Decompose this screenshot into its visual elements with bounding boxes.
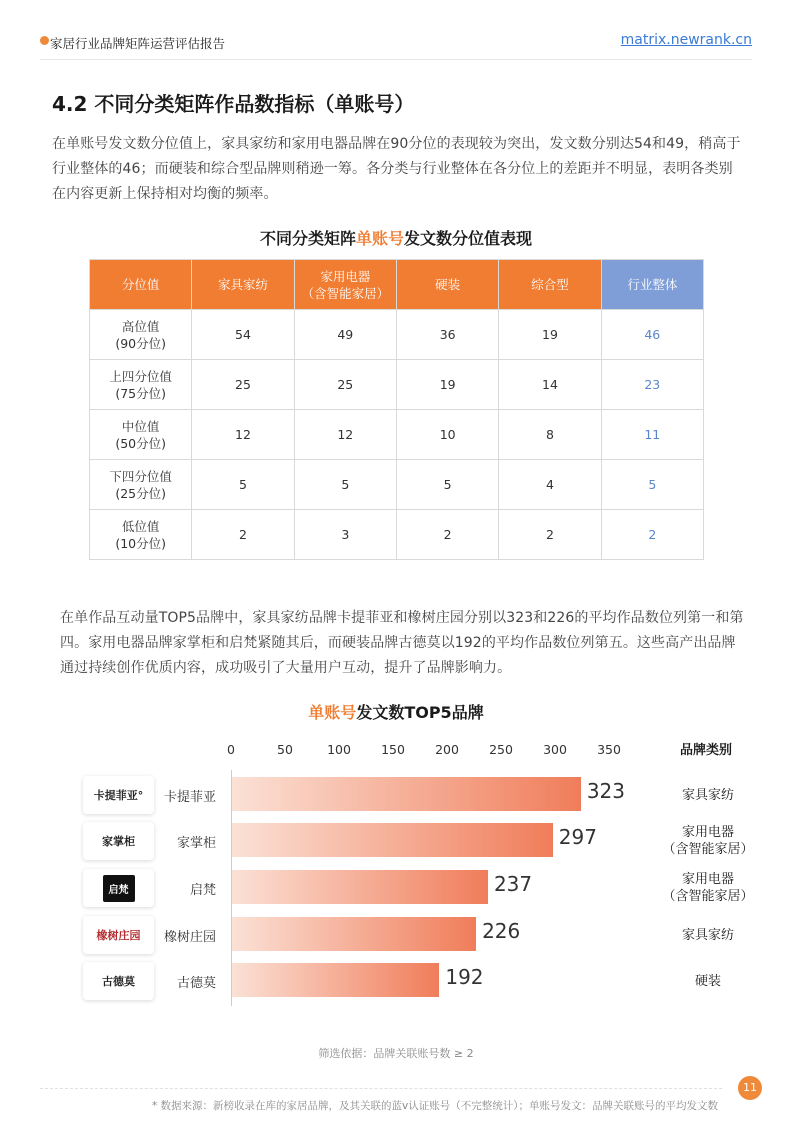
brand-logo: 家掌柜 xyxy=(83,822,154,860)
table-cell: 5 xyxy=(192,460,294,510)
table-cell: 25 xyxy=(192,360,294,410)
table-cell: 19 xyxy=(396,360,498,410)
brand-logo: 橡树庄园 xyxy=(83,916,154,954)
table-cell: 12 xyxy=(192,410,294,460)
section-title: 4.2 不同分类矩阵作品数指标（单账号） xyxy=(52,92,415,116)
bar-value-label: 297 xyxy=(558,825,597,849)
header-link[interactable]: matrix.newrank.cn xyxy=(620,32,752,48)
x-tick-label: 250 xyxy=(489,742,513,757)
table-row xyxy=(90,510,704,560)
table-cell: 54 xyxy=(192,310,294,360)
table-cell: 19 xyxy=(499,310,601,360)
chart-row xyxy=(0,774,792,820)
table-header-cell: 行业整体 xyxy=(601,260,703,310)
page-number: 11 xyxy=(738,1076,762,1100)
table-title-post: 发文数分位值表现 xyxy=(404,229,533,248)
top5-paragraph: 在单作品互动量TOP5品牌中，家具家纺品牌卡提菲亚和橡树庄园分别以323和226的平均作品数位列第一和第四。家用电器品牌家掌柜和启梵紧随其后，而硬装品牌古德莫以192的平均作品数位列第五。这些高产出品牌通过持续创作优质内容，成功吸引了大量用户互动，提升了品牌影响力。 xyxy=(60,610,744,676)
table-cell: 23 xyxy=(601,360,703,410)
table-header-cell: 硬装 xyxy=(396,260,498,310)
table-row-label: 中位值 (50分位) xyxy=(90,410,192,460)
brand-category-label: 家用电器 （含智能家居） xyxy=(662,825,754,857)
bar-value-label: 323 xyxy=(586,779,626,803)
table-cell: 10 xyxy=(396,410,498,460)
bar xyxy=(232,777,581,811)
table-cell: 5 xyxy=(294,460,396,510)
bar-value-label: 237 xyxy=(493,872,533,896)
chart-row xyxy=(0,914,792,960)
table-cell: 2 xyxy=(396,510,498,560)
brand-category-label: 家具家纺 xyxy=(681,928,734,943)
chart-row xyxy=(0,960,792,1006)
table-header-row xyxy=(90,260,704,310)
footnote: * 数据来源：新榜收录在库的家居品牌，及其关联的蓝v认证账号（不完整统计）；单账号发文：品牌关联账号的平均发文数 xyxy=(151,1100,718,1112)
table-title xyxy=(0,226,792,249)
category-header: 品牌类别 xyxy=(680,743,733,758)
table-cell: 3 xyxy=(294,510,396,560)
x-tick-label: 300 xyxy=(543,742,567,757)
table-header-cell: 分位值 xyxy=(90,260,192,310)
page-header xyxy=(40,30,752,60)
header-divider xyxy=(40,59,752,60)
table-row-label: 下四分位值 (25分位) xyxy=(90,460,192,510)
chart-title-post: 发文数TOP5品牌 xyxy=(356,703,484,722)
bar-value-label: 192 xyxy=(445,965,484,989)
table-header-cell: 综合型 xyxy=(499,260,601,310)
table-cell: 2 xyxy=(499,510,601,560)
table-body xyxy=(90,310,704,560)
brand-logo: 卡提菲亚° xyxy=(83,776,154,814)
chart-row xyxy=(0,820,792,866)
x-tick-label: 0 xyxy=(227,742,235,757)
table-cell: 46 xyxy=(601,310,703,360)
table-cell: 5 xyxy=(396,460,498,510)
table-row-label: 上四分位值 (75分位) xyxy=(90,360,192,410)
table-title-pre: 不同分类矩阵 xyxy=(259,229,356,248)
bar-category-label: 橡树庄园 xyxy=(163,930,216,945)
table-cell: 25 xyxy=(294,360,396,410)
brand-logo: 古德莫 xyxy=(83,962,154,1000)
table-cell: 11 xyxy=(601,410,703,460)
chart-row xyxy=(0,867,792,913)
bar-category-label: 家掌柜 xyxy=(176,836,216,851)
table-row xyxy=(90,310,704,360)
table-cell: 12 xyxy=(294,410,396,460)
bar-value-label: 226 xyxy=(482,919,521,943)
header-dot-icon xyxy=(40,36,49,45)
table-row-label: 高位值 (90分位) xyxy=(90,310,192,360)
table-title-highlight: 单账号 xyxy=(355,229,404,248)
bar-category-label: 古德莫 xyxy=(176,976,216,991)
brand-logo-text: 启梵 xyxy=(103,875,135,902)
table-header-cell: 家用电器 （含智能家居） xyxy=(294,260,396,310)
brand-category-label: 硬装 xyxy=(694,974,721,989)
footer-divider xyxy=(40,1088,722,1089)
bar xyxy=(232,870,488,904)
table-cell: 4 xyxy=(499,460,601,510)
x-tick-label: 150 xyxy=(381,742,405,757)
x-tick-label: 200 xyxy=(435,742,459,757)
percentile-table xyxy=(89,259,704,560)
intro-paragraph: 在单账号发文数分位值上，家具家纺和家用电器品牌在90分位的表现较为突出，发文数分别达54和49，稍高于行业整体的46；而硬装和综合型品牌则稍逊一筹。各分类与行业整体在各分位上的差距并不明显，表明各类别在内容更新上保持相对均衡的频率。 xyxy=(52,136,741,202)
bar xyxy=(232,963,439,997)
bar-category-label: 启梵 xyxy=(189,883,216,898)
table-cell: 2 xyxy=(192,510,294,560)
table-row xyxy=(90,460,704,510)
table-cell: 49 xyxy=(294,310,396,360)
table-header-cell: 家具家纺 xyxy=(192,260,294,310)
bar xyxy=(232,917,476,951)
brand-logo xyxy=(83,869,154,907)
table-cell: 5 xyxy=(601,460,703,510)
table-cell: 14 xyxy=(499,360,601,410)
header-title: 家居行业品牌矩阵运营评估报告 xyxy=(50,36,226,51)
table-cell: 2 xyxy=(601,510,703,560)
table-row-label: 低位值 (10分位) xyxy=(90,510,192,560)
brand-category-label: 家具家纺 xyxy=(681,788,734,803)
table-cell: 36 xyxy=(396,310,498,360)
x-tick-label: 350 xyxy=(597,742,621,757)
table-row xyxy=(90,360,704,410)
filter-note: 筛选依据：品牌关联账号数 ≥ 2 xyxy=(318,1047,474,1060)
x-tick-label: 50 xyxy=(277,742,293,757)
bar-category-label: 卡提菲亚 xyxy=(163,790,216,805)
chart-title xyxy=(0,700,792,723)
table-cell: 8 xyxy=(499,410,601,460)
table-row xyxy=(90,410,704,460)
chart-title-highlight: 单账号 xyxy=(308,703,357,722)
brand-category-label: 家用电器 （含智能家居） xyxy=(662,872,754,904)
bar xyxy=(232,823,553,857)
x-tick-label: 100 xyxy=(327,742,351,757)
